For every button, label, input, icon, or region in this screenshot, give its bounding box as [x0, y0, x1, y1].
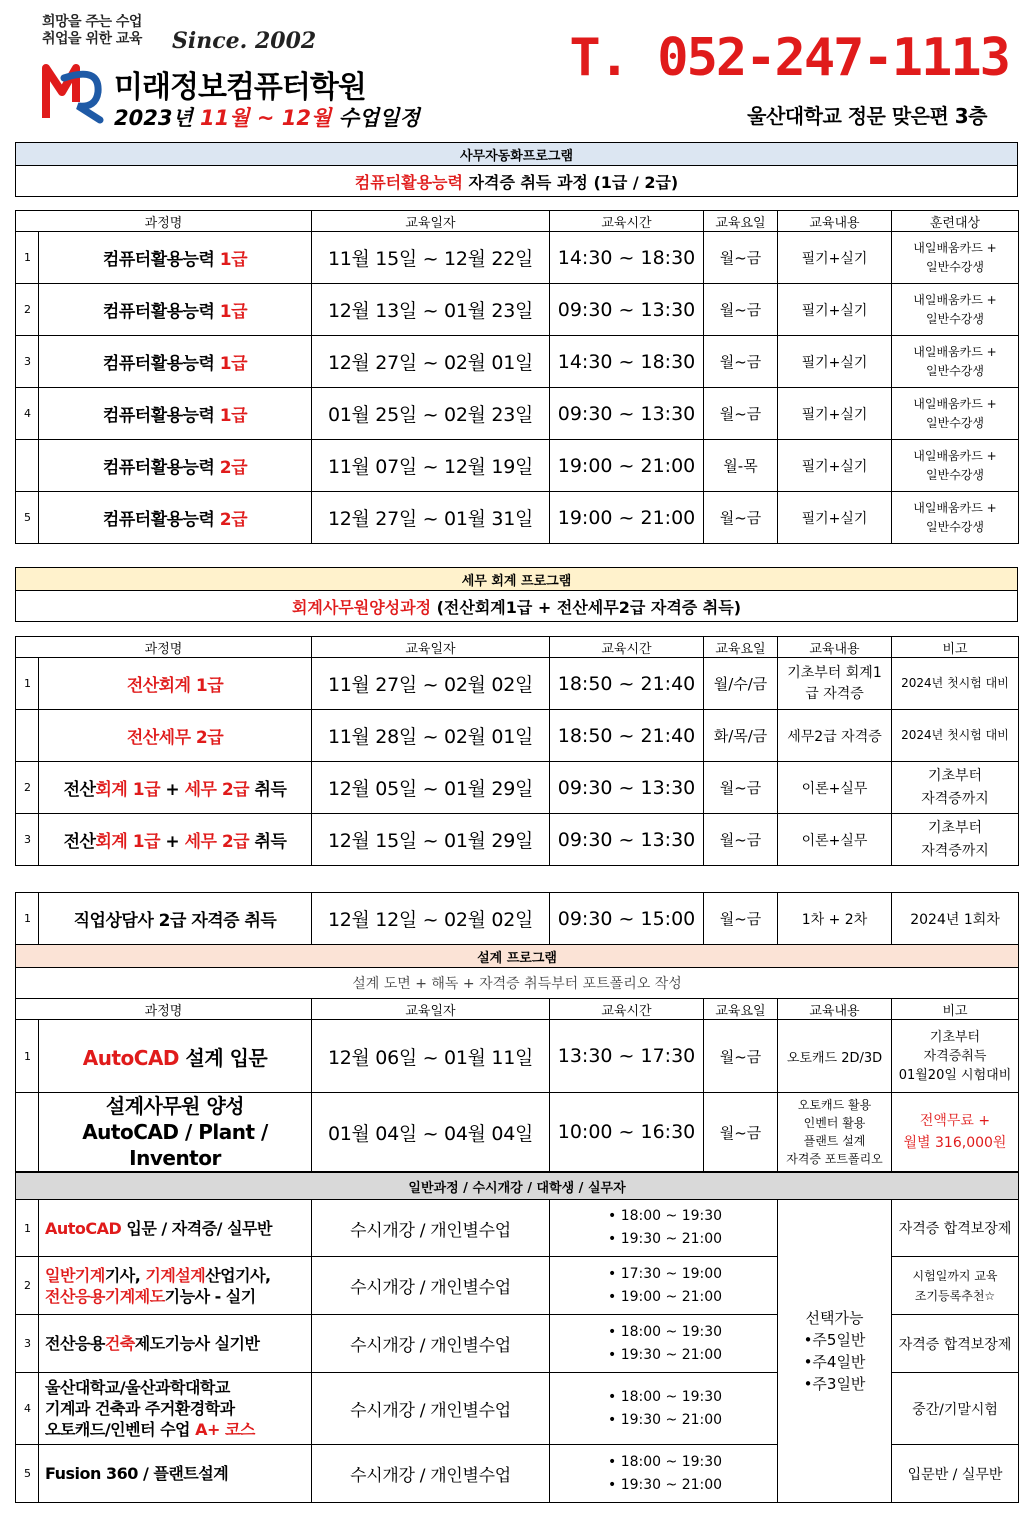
- table-row[interactable]: [16, 232, 1019, 284]
- since-label: Since. 2002: [172, 28, 317, 54]
- course-name: [39, 1093, 312, 1172]
- course-days: 월~금: [704, 336, 778, 388]
- course-times: [550, 1315, 778, 1373]
- content-line-1: 오토캐드 활용: [797, 1098, 872, 1112]
- time-slot: • 19:30 ~ 21:00: [608, 1228, 777, 1251]
- name-part-red: 전산응용기계제도: [45, 1286, 165, 1306]
- note-line-1: 시험일까지 교육: [912, 1268, 998, 1283]
- choice-option: •주4일반: [803, 1353, 866, 1371]
- design-header-row: [16, 999, 1019, 1020]
- name-part: 산업기사,: [205, 1265, 271, 1285]
- course-name: 전산회계 1급: [39, 658, 312, 710]
- design-table: [15, 892, 1019, 1172]
- header-note: 비고: [892, 999, 1019, 1020]
- course-days: 월~금: [704, 232, 778, 284]
- accounting-title-table: [15, 567, 1018, 622]
- name-part: 취득: [249, 780, 287, 800]
- course-name: [39, 336, 312, 388]
- course-name: Fusion 360 / 플랜트설계: [39, 1445, 312, 1503]
- target-line-1: 내일배움카드 +: [913, 344, 997, 359]
- course-time: 18:50 ~ 21:40: [550, 710, 704, 762]
- accounting-subtitle-rest: (전산회계1급 + 전산세무2급 자격증 취득): [431, 597, 742, 617]
- note-line-2: 자격증취득: [923, 1048, 987, 1064]
- table-row[interactable]: [16, 814, 1019, 866]
- address: 울산대학교 정문 맞은편 3층: [747, 104, 987, 128]
- course-dates: 12월 06일 ~ 01월 11일: [312, 1020, 550, 1093]
- table-row[interactable]: [16, 284, 1019, 336]
- office-header-row: [16, 211, 1019, 232]
- course-grade: 1급: [219, 302, 248, 322]
- course-note: [892, 1020, 1019, 1093]
- name-part-red: AutoCAD: [45, 1218, 122, 1238]
- row-number: 1: [16, 232, 39, 284]
- course-content: 필기+실기: [778, 232, 892, 284]
- header-days: 교육요일: [704, 637, 778, 658]
- course-grade: 1급: [219, 250, 248, 270]
- design-section-title: 설계 프로그램: [16, 945, 1019, 968]
- course-content: 필기+실기: [778, 440, 892, 492]
- name-part: 전산: [63, 780, 96, 800]
- course-time: 18:50 ~ 21:40: [550, 658, 704, 710]
- course-dates: 12월 12일 ~ 02월 02일: [312, 893, 550, 945]
- course-dates: 11월 15일 ~ 12월 22일: [312, 232, 550, 284]
- course-name-red: AutoCAD: [82, 1045, 180, 1070]
- counselor-row[interactable]: [16, 893, 1019, 945]
- note-line-2: 자격증까지: [921, 842, 989, 859]
- header-course-name: 과정명: [16, 999, 312, 1020]
- row-number: 5: [16, 1445, 39, 1503]
- course-note: 2024년 첫시험 대비: [892, 710, 1019, 762]
- row-number: 5: [16, 492, 39, 544]
- table-row[interactable]: [16, 710, 1019, 762]
- course-name-text: 컴퓨터활용능력: [102, 406, 220, 426]
- target-line-1: 내일배움카드 +: [913, 292, 997, 307]
- row-number: 3: [16, 1315, 39, 1373]
- target-line-2: 일반수강생: [926, 519, 984, 534]
- time-slot: • 17:30 ~ 19:00: [608, 1263, 777, 1286]
- header-content: 교육내용: [778, 999, 892, 1020]
- schedule-months: 11월 ~ 12월: [200, 106, 332, 130]
- time-slot: • 18:00 ~ 19:30: [608, 1321, 777, 1344]
- row-number: 2: [16, 1257, 39, 1315]
- choice-title: 선택가능: [805, 1309, 864, 1327]
- course-target: [892, 492, 1019, 544]
- course-note: 입문반 / 실무반: [892, 1445, 1019, 1503]
- course-days: 월~금: [704, 814, 778, 866]
- name-line-2: 기계과 건축과 주거환경학과: [45, 1399, 235, 1418]
- target-line-2: 일반수강생: [926, 311, 984, 326]
- course-grade: 2급: [219, 510, 248, 530]
- slogan-line-2: 취업을 위한 교육: [42, 31, 142, 47]
- course-grade: 1급: [219, 406, 248, 426]
- office-title-table: [15, 142, 1018, 197]
- target-line-1: 내일배움카드 +: [913, 396, 997, 411]
- general-section-title: 일반과정 / 수시개강 / 대학생 / 실무자: [16, 1173, 1019, 1200]
- name-part: 기능사 - 실기: [164, 1286, 256, 1306]
- header-time: 교육시간: [550, 211, 704, 232]
- course-note: 2024년 첫시험 대비: [892, 658, 1019, 710]
- time-slot: • 19:30 ~ 21:00: [608, 1344, 777, 1367]
- course-note: [892, 1093, 1019, 1172]
- course-name-line-2: AutoCAD / Plant / Inventor: [82, 1120, 268, 1170]
- course-times: [550, 1373, 778, 1445]
- accounting-section-title: 세무 회계 프로그램: [16, 568, 1018, 591]
- name-part-red: 세무 2급: [184, 832, 250, 852]
- target-line-1: 내일배움카드 +: [913, 500, 997, 515]
- row-number: 4: [16, 388, 39, 440]
- header-note: 비고: [892, 637, 1019, 658]
- table-row[interactable]: [16, 492, 1019, 544]
- name-part-red: 기계설계: [145, 1265, 206, 1285]
- name-part-red: 회계 1급: [95, 832, 160, 852]
- course-times: [550, 1445, 778, 1503]
- time-slot: • 19:30 ~ 21:00: [608, 1409, 777, 1432]
- course-content: [778, 658, 892, 710]
- content-line-2: 인벤터 활용: [803, 1116, 866, 1130]
- course-time: 19:00 ~ 21:00: [550, 440, 704, 492]
- course-name-text: 컴퓨터활용능력: [102, 510, 220, 530]
- row-number: 1: [16, 658, 39, 710]
- course-days: 월~금: [704, 284, 778, 336]
- course-dates: 01월 25일 ~ 02월 23일: [312, 388, 550, 440]
- slogan-line-1: 희망을 주는 수업: [42, 14, 142, 30]
- note-line-2: 자격증까지: [921, 790, 989, 807]
- course-days: 월~금: [704, 492, 778, 544]
- table-row[interactable]: [16, 336, 1019, 388]
- academy-name: 미래정보컴퓨터학원: [114, 70, 366, 105]
- course-target: [892, 232, 1019, 284]
- header-days: 교육요일: [704, 211, 778, 232]
- table-row[interactable]: [16, 1020, 1019, 1093]
- course-dates: 11월 27일 ~ 02월 02일: [312, 658, 550, 710]
- course-grade: 2급: [219, 458, 248, 478]
- course-days: 월~금: [704, 388, 778, 440]
- time-slot: • 19:30 ~ 21:00: [608, 1474, 777, 1497]
- name-part-red: 일반기계: [45, 1265, 105, 1285]
- name-part: 취득: [249, 832, 287, 852]
- content-line-2: 급 자격증: [805, 685, 864, 702]
- row-number: 3: [16, 336, 39, 388]
- target-line-1: 내일배움카드 +: [913, 240, 997, 255]
- content-line-1: 기초부터 회계1: [787, 664, 882, 681]
- course-dates: 12월 15일 ~ 01월 29일: [312, 814, 550, 866]
- course-name-text: 컴퓨터활용능력: [102, 250, 220, 270]
- row-number: 2: [16, 762, 39, 814]
- target-line-2: 일반수강생: [926, 467, 984, 482]
- schedule-year: 2023년: [114, 106, 201, 130]
- name-line-1: 울산대학교/울산과학대학교: [45, 1378, 230, 1397]
- course-note: 자격증 합격보장제: [892, 1315, 1019, 1373]
- course-note: [892, 1257, 1019, 1315]
- schedule-suffix: 수업일정: [331, 106, 420, 130]
- course-days: 월~금: [704, 762, 778, 814]
- note-line-1: 전액무료 +: [919, 1113, 991, 1129]
- office-section-title: 사무자동화프로그램: [16, 143, 1018, 166]
- header-dates: 교육일자: [312, 637, 550, 658]
- course-name: [39, 1257, 312, 1315]
- header-course-name: 과정명: [16, 637, 312, 658]
- office-course-table: [15, 210, 1019, 544]
- slogan: [42, 14, 142, 48]
- course-note: 자격증 합격보장제: [892, 1200, 1019, 1257]
- course-name: [39, 1020, 312, 1093]
- course-note: [892, 762, 1019, 814]
- course-content: 오토캐드 2D/3D: [778, 1020, 892, 1093]
- table-row[interactable]: [16, 1093, 1019, 1172]
- course-dates: 12월 13일 ~ 01월 23일: [312, 284, 550, 336]
- header-time: 교육시간: [550, 637, 704, 658]
- course-time: 19:00 ~ 21:00: [550, 492, 704, 544]
- target-line-2: 일반수강생: [926, 363, 984, 378]
- name-part: 입문 / 자격증/ 실무반: [121, 1218, 272, 1238]
- course-days: 월~금: [704, 1020, 778, 1093]
- time-slot: • 18:00 ~ 19:30: [608, 1386, 777, 1409]
- general-table: [15, 1172, 1019, 1503]
- name-part: +: [160, 780, 185, 800]
- accounting-subtitle: [16, 591, 1018, 622]
- name-part: 제도기능사 실기반: [134, 1334, 260, 1353]
- table-row[interactable]: [16, 440, 1019, 492]
- course-name-line-1: 설계사무원 양성: [105, 1094, 245, 1118]
- course-name: [39, 814, 312, 866]
- note-line-1: 기초부터: [927, 819, 983, 836]
- header-days: 교육요일: [704, 999, 778, 1020]
- course-schedule: 수시개강 / 개인별수업: [312, 1373, 550, 1445]
- header-dates: 교육일자: [312, 211, 550, 232]
- header-dates: 교육일자: [312, 999, 550, 1020]
- schedule-title: [114, 102, 420, 132]
- course-name: [39, 1315, 312, 1373]
- course-content: 이론+실무: [778, 762, 892, 814]
- course-name: [39, 1373, 312, 1445]
- course-target: [892, 284, 1019, 336]
- course-dates: 11월 28일 ~ 02월 01일: [312, 710, 550, 762]
- row-number: 2: [16, 284, 39, 336]
- course-name: [39, 762, 312, 814]
- name-part: +: [160, 832, 185, 852]
- course-content: 필기+실기: [778, 284, 892, 336]
- table-row[interactable]: [16, 1200, 1019, 1257]
- course-dates: 11월 07일 ~ 12월 19일: [312, 440, 550, 492]
- course-dates: 12월 27일 ~ 01월 31일: [312, 492, 550, 544]
- office-subtitle-rest: 자격증 취득 과정 (1급 / 2급): [462, 172, 679, 192]
- course-time: 09:30 ~ 13:30: [550, 388, 704, 440]
- header-content: 교육내용: [778, 637, 892, 658]
- header-content: 교육내용: [778, 211, 892, 232]
- course-grade: 1급: [219, 354, 248, 374]
- accounting-header-row: [16, 637, 1019, 658]
- course-times: [550, 1200, 778, 1257]
- time-slot: • 18:00 ~ 19:30: [608, 1205, 777, 1228]
- name-line-3-red: A+ 코스: [195, 1420, 255, 1439]
- office-subtitle: [16, 166, 1018, 197]
- note-line-2: 월별 316,000원: [903, 1135, 1007, 1151]
- row-number: 1: [16, 1200, 39, 1257]
- course-name: [39, 232, 312, 284]
- course-time: 13:30 ~ 17:30: [550, 1020, 704, 1093]
- course-time: 10:00 ~ 16:30: [550, 1093, 704, 1172]
- note-line-1: 기초부터: [929, 1029, 981, 1045]
- time-slot: • 19:00 ~ 21:00: [608, 1286, 777, 1309]
- course-note: 2024년 1회차: [892, 893, 1019, 945]
- time-slot: • 18:00 ~ 19:30: [608, 1451, 777, 1474]
- course-target: [892, 388, 1019, 440]
- row-number: 3: [16, 814, 39, 866]
- course-schedule: 수시개강 / 개인별수업: [312, 1200, 550, 1257]
- header-course-name: 과정명: [16, 211, 312, 232]
- office-subtitle-red: 컴퓨터활용능력: [354, 172, 463, 192]
- course-note: [892, 814, 1019, 866]
- table-row[interactable]: [16, 658, 1019, 710]
- note-line-1: 기초부터: [927, 767, 983, 784]
- course-name: [39, 284, 312, 336]
- name-part-red: 세무 2급: [184, 780, 250, 800]
- name-part: 전산: [63, 832, 96, 852]
- course-name-text: 컴퓨터활용능력: [102, 458, 220, 478]
- accounting-subtitle-red: 회계사무원양성과정: [291, 597, 432, 617]
- course-days: 월~금: [704, 1093, 778, 1172]
- course-time: 09:30 ~ 13:30: [550, 814, 704, 866]
- header-target: 훈련대상: [892, 211, 1019, 232]
- name-part-red: 회계 1급: [95, 780, 160, 800]
- course-time: 09:30 ~ 13:30: [550, 284, 704, 336]
- accounting-course-table: [15, 636, 1019, 866]
- course-time: 14:30 ~ 18:30: [550, 336, 704, 388]
- name-part-red: 건축: [104, 1334, 135, 1353]
- course-days: 월-목: [704, 440, 778, 492]
- row-number: 1: [16, 1020, 39, 1093]
- choice-options: [778, 1200, 892, 1503]
- course-content: [778, 1093, 892, 1172]
- course-content: 필기+실기: [778, 492, 892, 544]
- choice-option: •주3일반: [803, 1375, 866, 1393]
- course-schedule: 수시개강 / 개인별수업: [312, 1257, 550, 1315]
- target-line-2: 일반수강생: [926, 415, 984, 430]
- course-time: 09:30 ~ 15:00: [550, 893, 704, 945]
- design-subtitle: 설계 도면 + 해독 + 자격증 취득부터 포트폴리오 작성: [16, 968, 1019, 999]
- target-line-1: 내일배움카드 +: [913, 448, 997, 463]
- choice-option: •주5일반: [803, 1331, 866, 1349]
- course-name: [39, 388, 312, 440]
- course-time: 14:30 ~ 18:30: [550, 232, 704, 284]
- course-name: [39, 492, 312, 544]
- academy-logo-icon: [42, 58, 104, 124]
- course-days: 화/목/금: [704, 710, 778, 762]
- course-content: 필기+실기: [778, 388, 892, 440]
- course-content: 1차 + 2차: [778, 893, 892, 945]
- course-name: [39, 1200, 312, 1257]
- row-number: [16, 1093, 39, 1172]
- content-line-3: 플랜트 설계: [803, 1134, 866, 1148]
- course-dates: 12월 05일 ~ 01월 29일: [312, 762, 550, 814]
- course-name: 직업상담사 2급 자격증 취득: [39, 893, 312, 945]
- course-content: 필기+실기: [778, 336, 892, 388]
- course-name: [39, 440, 312, 492]
- course-name: 전산세무 2급: [39, 710, 312, 762]
- name-part: 전산응용: [45, 1334, 105, 1353]
- course-schedule: 수시개강 / 개인별수업: [312, 1315, 550, 1373]
- row-number: [16, 440, 39, 492]
- row-number: 1: [16, 893, 39, 945]
- note-line-3: 01월20일 시험대비: [898, 1067, 1012, 1083]
- note-line-2: 조기등록추천☆: [914, 1288, 996, 1303]
- course-name-rest: 설계 입문: [179, 1045, 268, 1070]
- phone-number[interactable]: T. 052-247-1113: [569, 28, 1009, 88]
- name-line-3: 오토캐드/인벤터 수업: [45, 1420, 196, 1439]
- table-row[interactable]: [16, 762, 1019, 814]
- course-days: 월/수/금: [704, 658, 778, 710]
- course-target: [892, 440, 1019, 492]
- course-content: 이론+실무: [778, 814, 892, 866]
- header-time: 교육시간: [550, 999, 704, 1020]
- row-number: [16, 710, 39, 762]
- course-time: 09:30 ~ 13:30: [550, 762, 704, 814]
- course-note: 중간/기말시험: [892, 1373, 1019, 1445]
- course-days: 월~금: [704, 893, 778, 945]
- course-dates: 12월 27일 ~ 02월 01일: [312, 336, 550, 388]
- course-name-text: 컴퓨터활용능력: [102, 302, 220, 322]
- target-line-2: 일반수강생: [926, 259, 984, 274]
- course-content: 세무2급 자격증: [778, 710, 892, 762]
- table-row[interactable]: [16, 388, 1019, 440]
- course-times: [550, 1257, 778, 1315]
- course-dates: 01월 04일 ~ 04월 04일: [312, 1093, 550, 1172]
- content-line-4: 자격증 포트폴리오: [786, 1152, 883, 1166]
- name-part: 기사,: [104, 1265, 146, 1285]
- row-number: 4: [16, 1373, 39, 1445]
- course-schedule: 수시개강 / 개인별수업: [312, 1445, 550, 1503]
- course-name-text: 컴퓨터활용능력: [102, 354, 220, 374]
- course-target: [892, 336, 1019, 388]
